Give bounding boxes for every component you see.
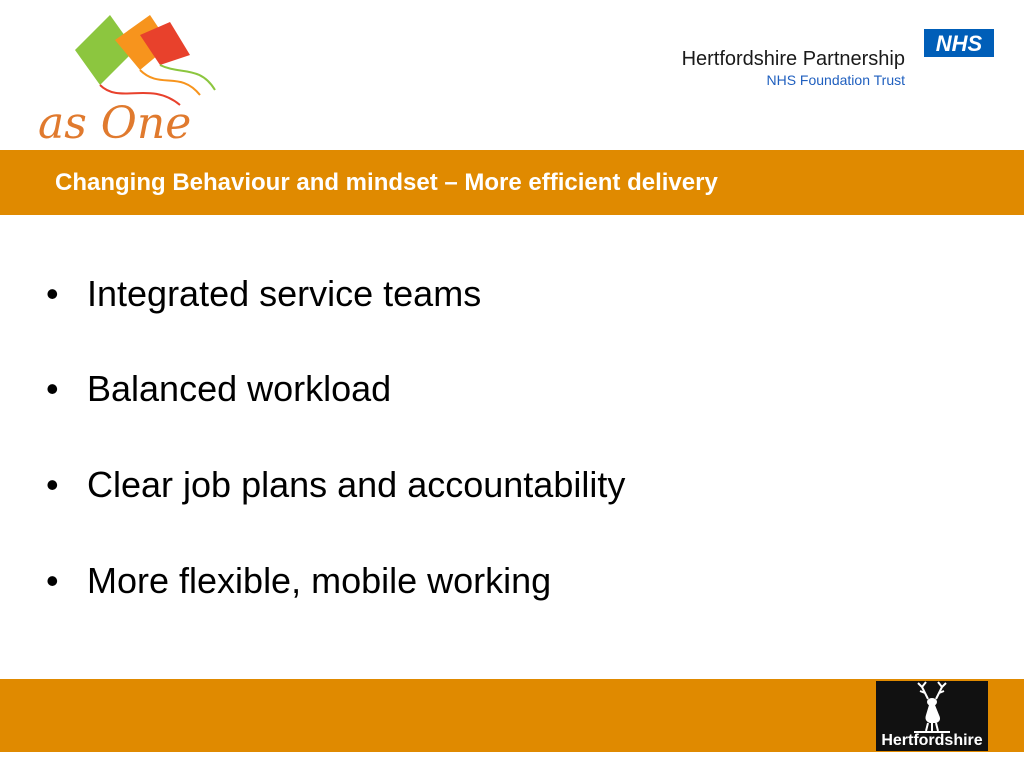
bullet-dot-icon: • bbox=[46, 560, 59, 601]
footer-band bbox=[0, 679, 1024, 752]
bullet-item bbox=[46, 274, 481, 314]
bullet-dot-icon: • bbox=[46, 273, 59, 314]
nhs-logo bbox=[924, 29, 994, 57]
bullet-item bbox=[46, 561, 551, 601]
as-one-logo bbox=[30, 10, 230, 145]
bullet-dot-icon: • bbox=[46, 368, 59, 409]
organisation-subtitle: NHS Foundation Trust bbox=[766, 72, 905, 88]
hertfordshire-logo-text: Hertfordshire bbox=[881, 732, 983, 749]
bullet-text: More flexible, mobile working bbox=[87, 560, 552, 601]
slide-title: Changing Behaviour and mindset – More efficient delivery bbox=[55, 169, 718, 196]
organisation-name: Hertfordshire Partnership bbox=[681, 48, 905, 70]
bullet-item bbox=[46, 369, 391, 409]
kites-icon bbox=[30, 10, 230, 145]
organisation-block bbox=[682, 47, 905, 89]
bullet-text: Balanced workload bbox=[87, 368, 392, 409]
bullet-text: Clear job plans and accountability bbox=[87, 464, 626, 505]
nhs-logo-text: NHS bbox=[935, 31, 983, 56]
bullet-dot-icon: • bbox=[46, 464, 59, 505]
svg-text:as One: as One bbox=[38, 98, 192, 145]
bullet-item bbox=[46, 465, 625, 505]
hertfordshire-logo bbox=[876, 681, 988, 751]
bullet-text: Integrated service teams bbox=[87, 273, 482, 314]
stag-icon bbox=[876, 681, 988, 733]
